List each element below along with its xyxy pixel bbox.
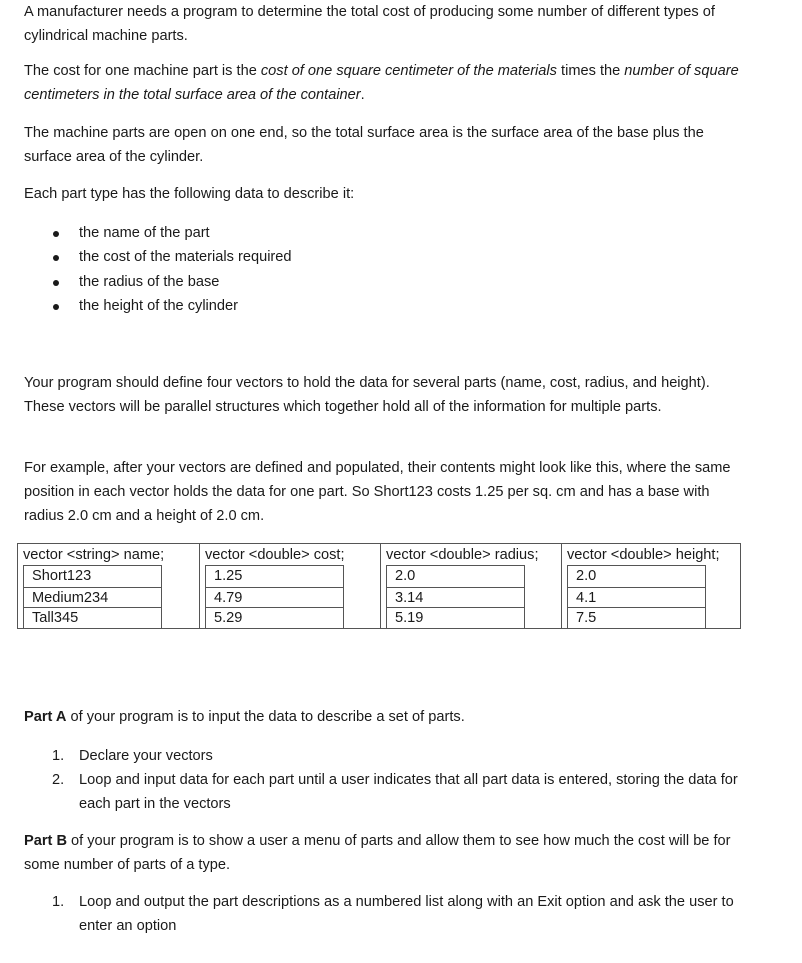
vector-header: vector <double> radius; <box>386 547 539 563</box>
open-end-paragraph: The machine parts are open on one end, so the total surface area is the surface area of the base plus the surface area of the cylinder. <box>24 125 704 165</box>
radius-vector <box>380 544 561 628</box>
list-item: the radius of the base <box>24 270 744 294</box>
list-item: 2. Loop and input data for each part until a user indicates that all part data is entered, storing the data for each part in the vectors <box>52 772 738 812</box>
list-item: 1. Loop and output the part descriptions as a numbered list along with an Exit option and ask the user to enter an option <box>52 894 734 934</box>
vector-cell: Short123 <box>32 568 92 584</box>
list-item: the name of the part <box>24 221 744 245</box>
list-item: the height of the cylinder <box>24 294 744 318</box>
vector-cells <box>23 565 162 629</box>
bullet-icon <box>53 255 59 261</box>
vector-cell: 7.5 <box>568 607 705 628</box>
height-vector <box>561 544 740 628</box>
part-data-bullets <box>24 221 744 318</box>
cost-paragraph: The cost for one machine part is the cost of one square centimeter of the materials times the number of square centimeters in the total surface area of the container. <box>24 63 739 103</box>
part-a-paragraph: Part A of your program is to input the data to describe a set of parts. <box>24 709 465 725</box>
part-b-steps <box>24 890 744 938</box>
vector-cell: 5.19 <box>387 607 524 628</box>
bullet-icon <box>53 231 59 237</box>
vectors-table <box>17 543 741 629</box>
vector-cell: 5.29 <box>206 607 343 628</box>
list-item: 1. Declare your vectors <box>52 748 213 764</box>
bullet-icon <box>53 280 59 286</box>
vector-header: vector <double> height; <box>567 547 720 563</box>
vector-header: vector <double> cost; <box>205 547 345 563</box>
vector-header: vector <string> name; <box>23 547 165 563</box>
intro-paragraph: A manufacturer needs a program to determine the total cost of producing some number of different types of cylindrical machine parts. <box>24 4 715 44</box>
cost-vector <box>199 544 380 628</box>
vector-cell: 1.25 <box>214 568 243 584</box>
vector-cell: 2.0 <box>395 568 416 584</box>
vector-cell: 3.14 <box>387 587 524 608</box>
vector-cell: 4.1 <box>568 587 705 608</box>
vector-cells <box>567 565 706 629</box>
vector-cell: Medium234 <box>24 587 161 608</box>
name-vector <box>18 544 199 628</box>
list-item: the cost of the materials required <box>24 245 744 269</box>
example-paragraph: For example, after your vectors are defined and populated, their contents might look like this, where the same position in each vector holds the data for one part. So Short123 costs 1.25 per sq. cm and has a base with radius 2.0 cm and a height of 2.0 cm. <box>24 460 731 524</box>
vector-cell: 4.79 <box>206 587 343 608</box>
vector-cells <box>386 565 525 629</box>
vectors-paragraph: Your program should define four vectors to hold the data for several parts (name, cost, radius, and height). These vectors will be parallel structures which together hold all of the information for multiple parts. <box>24 375 710 415</box>
vector-cell: Tall345 <box>24 607 161 628</box>
part-b-paragraph: Part B of your program is to show a user a menu of parts and allow them to see how much the cost will be for some number of parts of a type. <box>24 833 731 873</box>
part-a-steps <box>24 744 744 816</box>
vector-cells <box>205 565 344 629</box>
each-part-paragraph: Each part type has the following data to describe it: <box>24 186 355 202</box>
vector-cell: 2.0 <box>576 568 597 584</box>
bullet-icon <box>53 304 59 310</box>
